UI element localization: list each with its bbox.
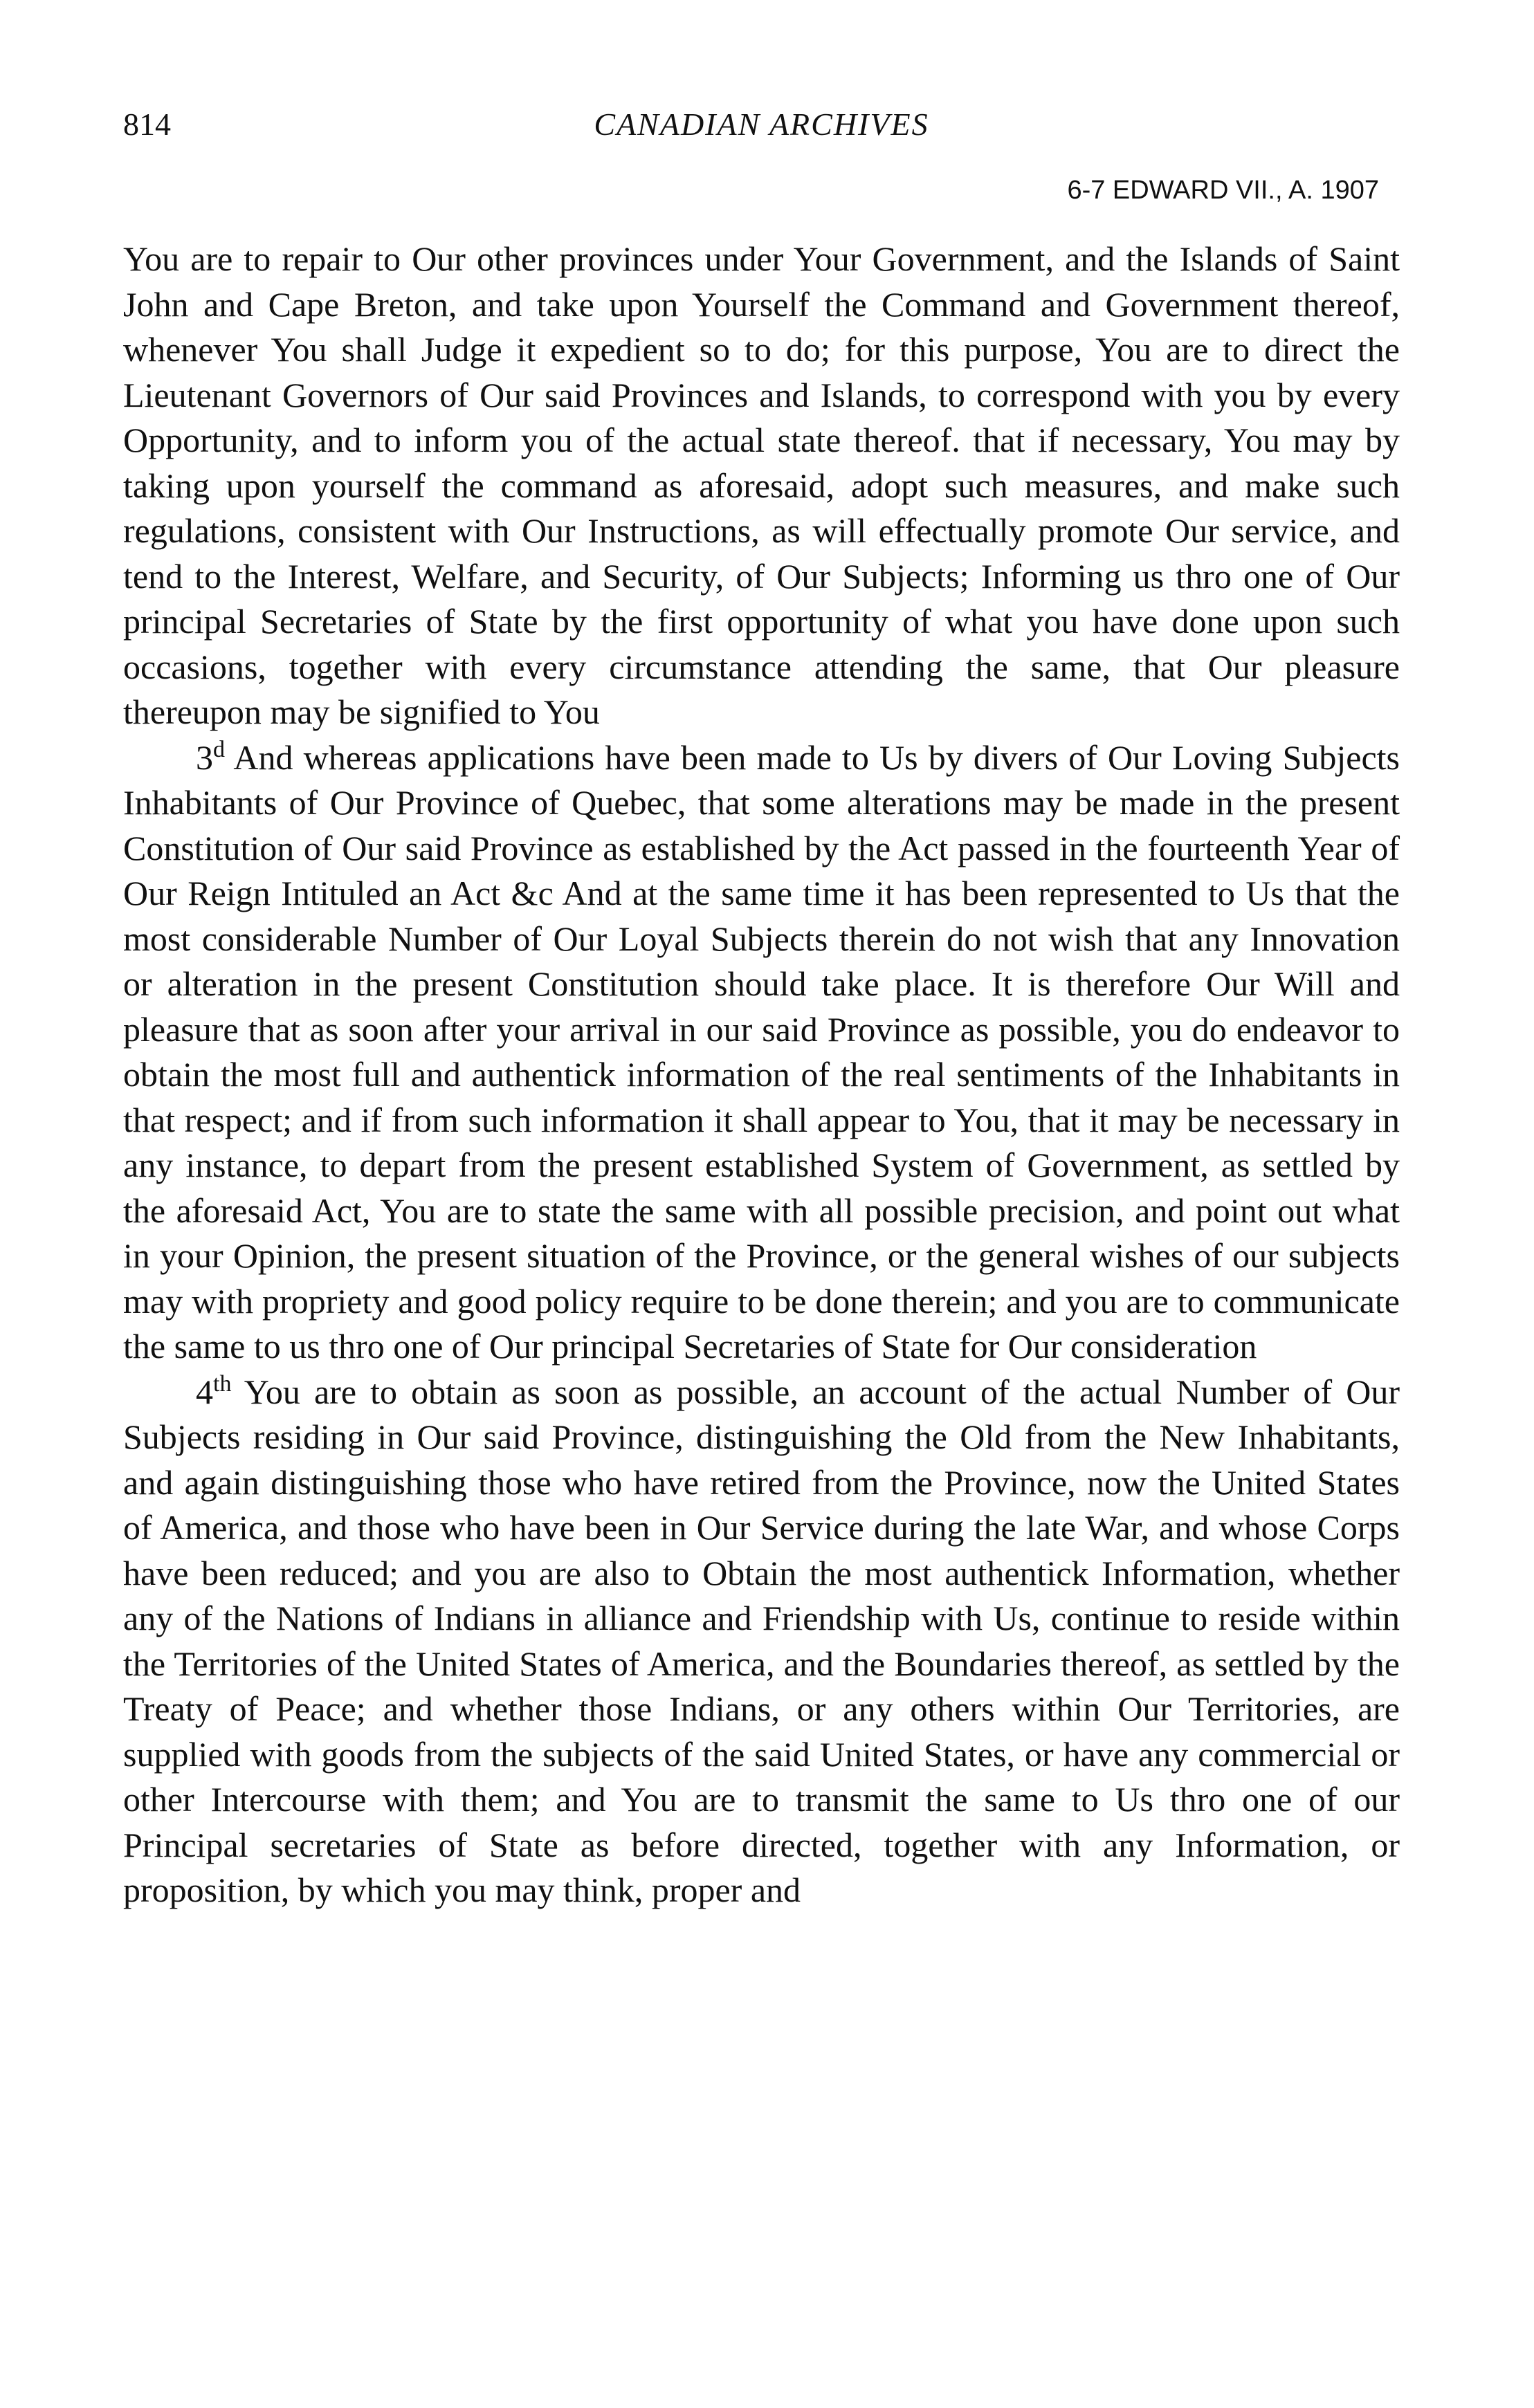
article-number: 4 (196, 1372, 213, 1411)
page-header (123, 104, 1400, 166)
paragraph-article-3 (123, 735, 1400, 1370)
paragraph-continuation (123, 237, 1400, 735)
article-ordinal: th (213, 1370, 232, 1397)
paragraph-article-4 (123, 1370, 1400, 1913)
document-page (123, 104, 1400, 1913)
article-ordinal: d (213, 736, 225, 762)
running-title: CANADIAN ARCHIVES (594, 107, 929, 142)
article-number: 3 (196, 737, 213, 777)
paragraph-text: You are to obtain as soon as possible, an account of the actual Number of Our Subjects residing in Our said Province, distinguishing the Old from the New Inhabitants, and again distinguishing those who have retired from the Province, now the United States of America, and those who have been in Our Service during the late War, and whose Corps have been reduced; and you are also to Obtain the most authentick Information, whether any of the Nations of Indians in alliance and Friendship with Us, continue to reside within the Territories of the United States of America, and the Boundaries thereof, as settled by the Treaty of Peace; and whether those Indians, or any others within Our Territories, are supplied with goods from the subjects of the said United States, or have any commercial or other Intercourse with them; and You are to transmit the same to Us thro one of our Principal secretaries of State as before directed, together with any Information, or proposition, by which you may think, proper and (123, 1372, 1400, 1909)
session-reference: 6-7 EDWARD VII., A. 1907 (1067, 176, 1379, 205)
document-body (123, 237, 1400, 1913)
paragraph-text: And whereas applications have been made to Us by divers of Our Loving Subjects Inhabitants of Our Province of Quebec, that some alterations may be made in the present Constitution of Our said Province as established by the Act passed in the fourteenth Year of Our Reign Intituled an Act &c And at the same time it has been represented to Us that the most considerable Number of Our Loyal Subjects therein do not wish that any Innovation or alteration in the present Constitution should take place. It is therefore Our Will and pleasure that as soon after your arrival in our said Province as possible, you do endeavor to obtain the most full and authentick information of the real sentiments of the Inhabitants in that respect; and if from such information it shall appear to You, that it may be necessary in any instance, to depart from the present established System of Government, as settled by the aforesaid Act, You are to state the same with all possible precision, and point out what in your Opinion, the present situation of the Province, or the general wishes of our subjects may with propriety and good policy require to be done therein; and you are to communicate the same to us thro one of Our principal Secretaries of State for Our consideration (123, 737, 1400, 1366)
paragraph-text: You are to repair to Our other provinces under Your Government, and the Islands of Saint John and Cape Breton, and take upon Yourself the Command and Government thereof, whenever You shall Judge it expedient so to do; for this purpose, You are to direct the Lieutenant Governors of Our said Provinces and Islands, to correspond with you by every Opportunity, and to inform you of the actual state thereof. that if necessary, You may by taking upon yourself the command as aforesaid, adopt such measures, and make such regulations, consistent with Our Instructions, as will effectually promote Our service, and tend to the Interest, Welfare, and Security, of Our Subjects; Informing us thro one of Our principal Secretaries of State by the first opportunity of what you have done upon such occasions, together with every circumstance attending the same, that Our pleasure thereupon may be signified to You (123, 239, 1400, 731)
page-number: 814 (123, 107, 171, 142)
